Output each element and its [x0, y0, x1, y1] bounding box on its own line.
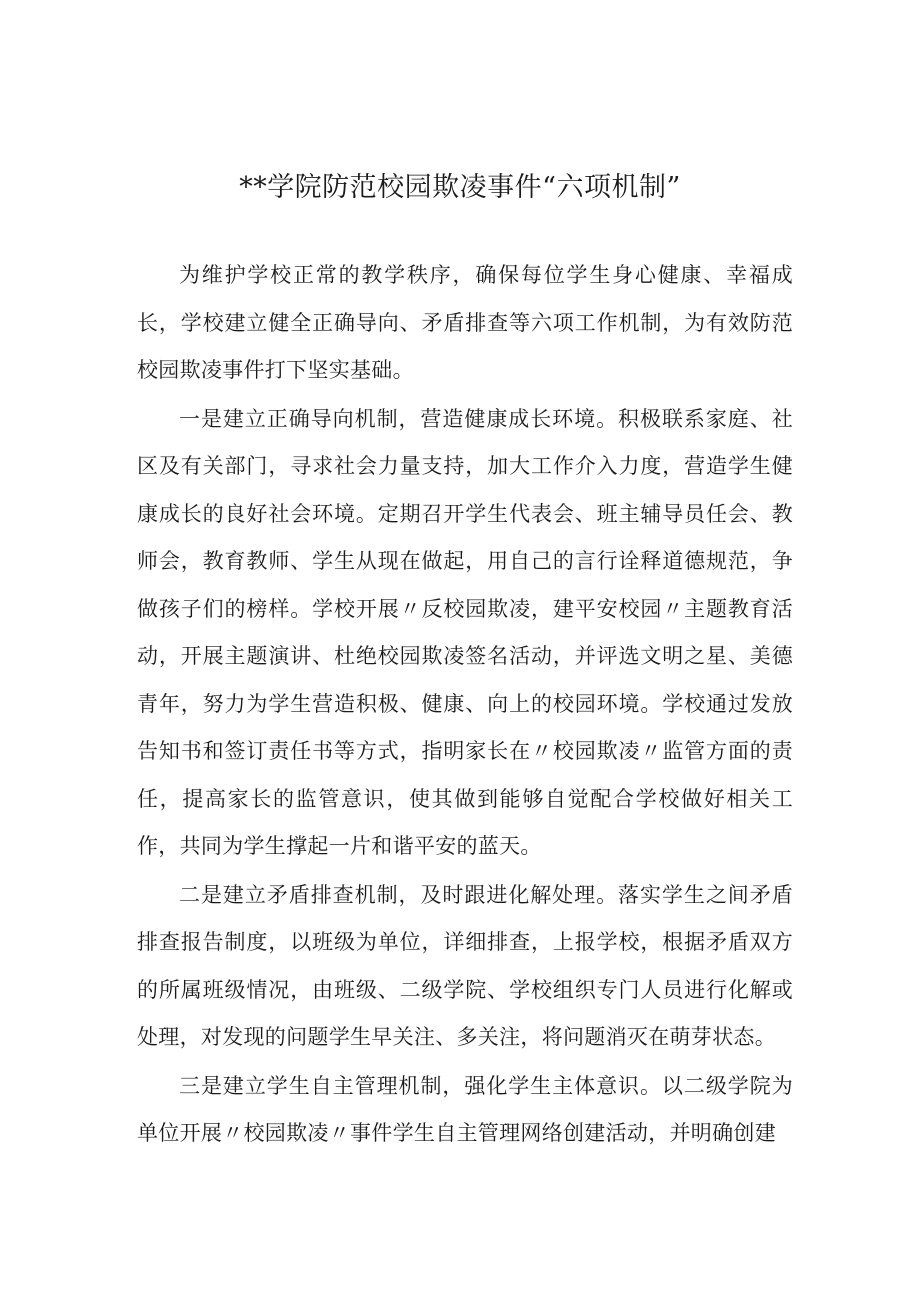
- document-title: **学院防范校园欺凌事件“六项机制”: [239, 172, 681, 203]
- paragraph-mechanism-3: 三是建立学生自主管理机制，强化学生主体意识。以二级学院为单位开展〃校园欺凌〃事件学生自主管理网络创建活动，并明确创建: [137, 1073, 793, 1145]
- paragraph-mechanism-2: 二是建立矛盾排查机制，及时跟进化解处理。落实学生之间矛盾排查报告制度，以班级为单位，详细排查，上报学校，根据矛盾双方的所属班级情况，由班级、二级学院、学校组织专门人员进行化解或处理，对发现的问题学生早关注、多关注，将问题消灭在萌芽状态。: [137, 882, 793, 1049]
- document-body: [137, 252, 793, 1159]
- paragraph-mechanism-1: 一是建立正确导向机制，营造健康成长环境。积极联系家庭、社区及有关部门，寻求社会力量支持，加大工作介入力度，营造学生健康成长的良好社会环境。定期召开学生代表会、班主辅导员任会、教师会，教育教师、学生从现在做起，用自己的言行诠释道德规范，争做孩子们的榜样。学校开展〃反校园欺凌，建平安校园〃主题教育活动，开展主题演讲、杜绝校园欺凌签名活动，并评选文明之星、美德青年，努力为学生营造积极、健康、向上的校园环境。学校通过发放告知书和签订责任书等方式，指明家长在〃校园欺凌〃监管方面的责任，提高家长的监管意识，使其做到能够自觉配合学校做好相关工作，共同为学生撑起一片和谐平安的蓝天。: [137, 406, 793, 858]
- paragraph-intro: 为维护学校正常的教学秩序，确保每位学生身心健康、幸福成长，学校建立健全正确导向、矛盾排查等六项工作机制，为有效防范校园欺凌事件打下坚实基础。: [137, 263, 793, 382]
